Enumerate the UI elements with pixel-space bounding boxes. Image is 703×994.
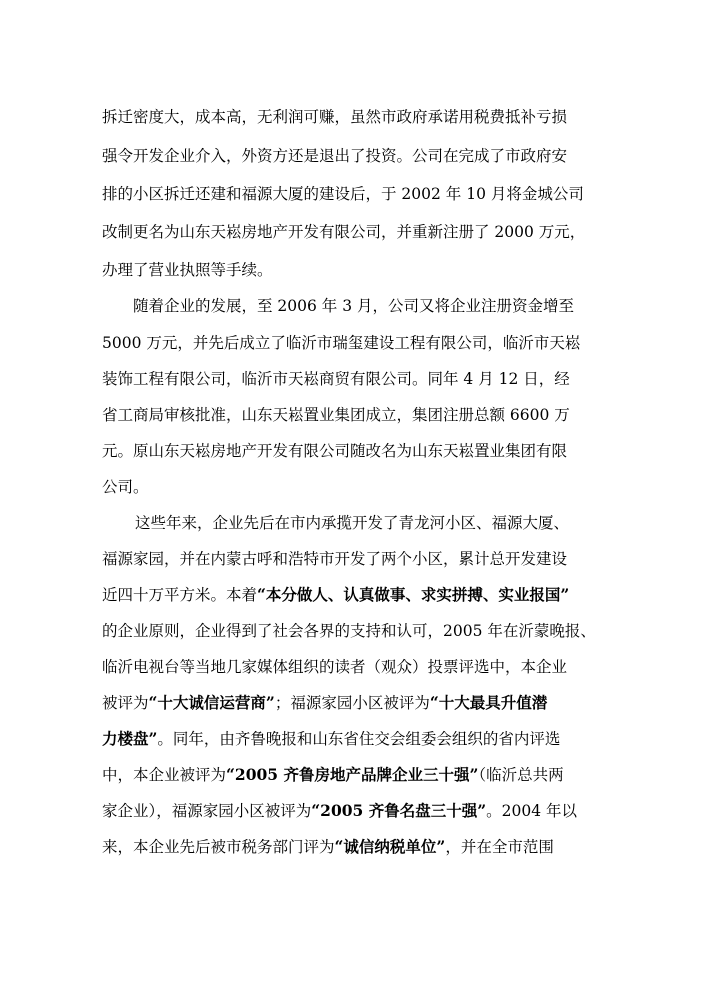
paragraph-3-line-4: 的企业原则，企业得到了社会各界的支持和认可，2005 年在沂蒙晚报、 [102, 622, 596, 640]
paragraph-3-line-8-text-c: （临沂总共两 [478, 766, 564, 784]
paragraph-3-line-2: 福源家园，并在内蒙古呼和浩特市开发了两个小区，累计总开发建设 [102, 550, 568, 568]
paragraph-3-line-10-text-c: ，并在全市范围 [445, 838, 554, 856]
paragraph-3-line-6-text-a: 被评为 [102, 694, 149, 712]
paragraph-2-line-1: 随着企业的发展，至 2006 年 3 月，公司又将企业注册资金增至 [133, 297, 575, 315]
award-appreciation-potential-part-2: 力楼盘” [102, 729, 158, 748]
paragraph-3-line-5: 临沂电视台等当地几家媒体组织的读者（观众）投票评选中，本企业 [102, 658, 568, 676]
paragraph-3-line-8-text-a: 中，本企业被评为 [102, 766, 227, 784]
paragraph-1-line-1: 拆迁密度大，成本高，无利润可赚，虽然市政府承诺用税费抵补亏损 [102, 108, 568, 126]
award-brand-enterprise: “2005 齐鲁房地产品牌企业三十强” [226, 765, 479, 784]
paragraph-1-line-4: 改制更名为山东天崧房地产开发有限公司，并重新注册了 2000 万元， [102, 223, 586, 241]
award-appreciation-potential-part-1: “十大最具升值潜 [429, 693, 548, 712]
paragraph-3-line-9 [102, 801, 577, 821]
paragraph-1-line-3: 排的小区拆迁还建和福源大厦的建设后，于 2002 年 10 月将金城公司 [102, 185, 584, 203]
paragraph-2-line-4: 省工商局审核批准，山东天崧置业集团成立，集团注册总额 6600 万 [102, 406, 570, 424]
award-honest-taxpayer: “诚信纳税单位” [334, 837, 446, 856]
award-famous-property: “2005 齐鲁名盘三十强” [311, 801, 487, 820]
paragraph-3-line-1: 这些年来，企业先后在市内承揽开发了青龙河小区、福源大厦、 [135, 514, 570, 532]
paragraph-3-line-10 [102, 837, 554, 857]
paragraph-3-line-6 [102, 693, 547, 713]
paragraph-3-line-7 [102, 729, 560, 749]
paragraph-2-line-3: 装饰工程有限公司，临沂市天崧商贸有限公司。同年 4 月 12 日，经 [102, 370, 570, 388]
paragraph-1-line-5: 办理了营业执照等手续。 [102, 261, 273, 279]
paragraph-3-line-8 [102, 765, 564, 785]
paragraph-3-line-9-text-c: 。2004 年以 [486, 802, 578, 820]
paragraph-3-line-6-text-c: ；福源家园小区被评为 [274, 694, 430, 712]
motto-quote: “本分做人、认真做事、求实拼搏、实业报国” [257, 585, 570, 604]
paragraph-3-line-3-text: 近四十万平方米。本着 [102, 586, 258, 604]
paragraph-2-line-5: 元。原山东天崧房地产开发有限公司随改名为山东天崧置业集团有限 [102, 442, 568, 460]
paragraph-2-line-2: 5000 万元，并先后成立了临沂市瑞玺建设工程有限公司，临沂市天崧 [102, 334, 581, 352]
paragraph-3-line-7-text-b: 。同年，由齐鲁晚报和山东省住交会组委会组织的省内评选 [157, 730, 561, 748]
paragraph-3-line-3 [102, 585, 569, 605]
paragraph-3-line-10-text-a: 来，本企业先后被市税务部门评为 [102, 838, 335, 856]
award-honest-operator: “十大诚信运营商” [148, 693, 275, 712]
paragraph-1-line-2: 强令开发企业介入，外资方还是退出了投资。公司在完成了市政府安 [102, 147, 568, 165]
paragraph-2-line-6: 公司。 [102, 478, 149, 496]
paragraph-3-line-9-text-a: 家企业），福源家园小区被评为 [102, 802, 312, 820]
